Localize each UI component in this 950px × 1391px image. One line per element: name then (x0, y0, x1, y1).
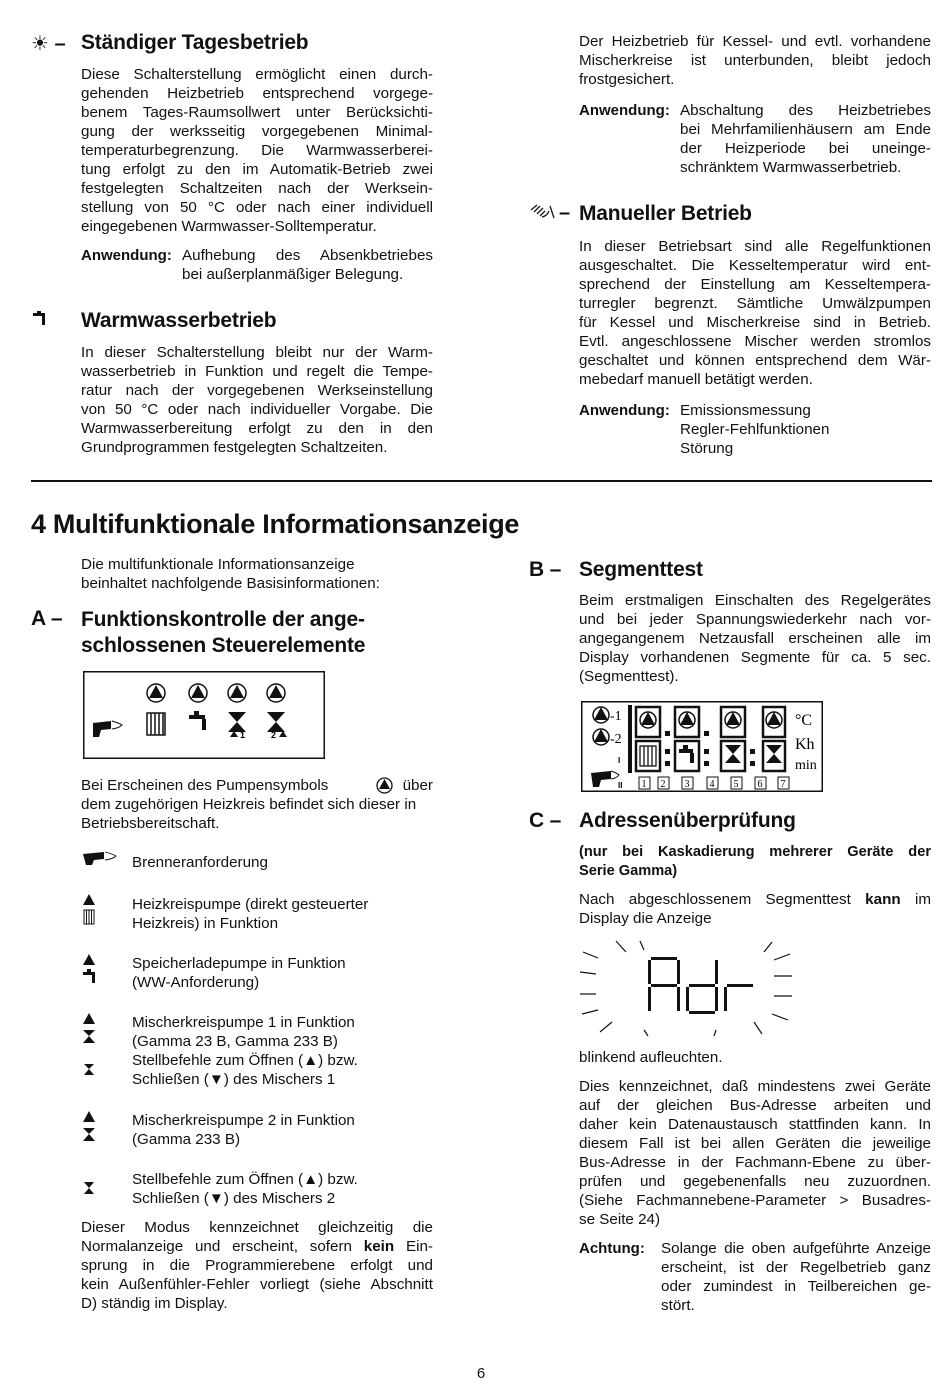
heading-manueller-betrieb: Manueller Betrieb (579, 202, 752, 225)
anwendung-text-3: Emissionsmessung Regler-Fehlfunktionen Störung (680, 402, 830, 457)
lcd-pump-1 (593, 707, 609, 723)
svg-text:5: 5 (733, 779, 739, 790)
chapter-intro: Die multifunktionale Informationsanzeige beinhaltet nachfolgende Basisinformationen: (81, 556, 380, 592)
legend-text-speicher: Speicherladepumpe in Funktion (WW-Anforderung) (132, 955, 346, 991)
lcd-box-pump-3 (721, 707, 745, 737)
paragraph-warmwasser: In dieser Schalterstellung bleibt nur der Warm- wasserbetrieb in Funktion und regelt die Tempe- ratur nach der vorgegebenen Werkseinstellung von 50 °C oder nach individueller Vorgabe. Die Warmwasserbereitung erfolgt zu den in den Grundprogrammen festgelegten Schaltzeiten. (81, 344, 433, 456)
radiator-icon (147, 713, 165, 735)
lcd-digit-row (639, 777, 789, 790)
adr-explanation: Dies kennzeichnet, daß mindestens zwei Geräte auf der gleichen Bus-Adresse arbeiten und daher kein Datenaustausch stattfinden kann. In diesem Fall ist bei allen Geräten die jeweilige Bus-Adresse in der Fachmann-Ebene zu über- prüfen und gegebenenfalls neu zuzuordnen. (Siehe Fachmannebene-Parameter > Busadres- se Seite 24) (579, 1078, 931, 1228)
legend-mischer2-command-icon (82, 1180, 98, 1198)
achtung-text: Solange die oben aufgeführte Anzeige erscheint, ist der Regelbetrieb ganz oder zumindest in Teilbereichen ge- stört. (661, 1240, 931, 1314)
chapter-title: 4 Multifunktionale Informationsanzeige (31, 509, 520, 539)
svg-text:4: 4 (709, 779, 715, 790)
adr-display (578, 938, 818, 1038)
mixer-2-label: 2 (271, 730, 277, 740)
heading-standiger-tagesbetrieb: Ständiger Tagesbetrieb (81, 31, 309, 54)
kaskadierung-note: (nur bei Kaskadierung mehrerer Geräte der Serie Gamma) (579, 844, 931, 879)
adr-segment-d (686, 960, 718, 1014)
page-number: 6 (476, 1365, 486, 1382)
section-b-title: Segmenttest (579, 558, 703, 581)
lcd-burner-stage-1: I (618, 756, 621, 765)
lcd-pump-2-label: -2 (610, 732, 622, 747)
lcd-box-pump-4 (763, 707, 785, 737)
legend-text-mischer1: Mischerkreispumpe 1 in Funktion (Gamma 23 B, Gamma 233 B) Stellbefehle zum Öffnen (▲) bzw. Schließen (▼) des Mischers 1 (132, 1014, 358, 1088)
paragraph-manuell: In dieser Betriebsart sind alle Regelfunktionen ausgeschaltet. Die Kesseltemperatur wird ent- sprechend der Einstellung am Kesseltempera- turregler begrenzt. Sämtliche Umwälzpumpen für Kessel und Mischerkreise sind in Betrieb. Evtl. angeschlossene Mischer werden stromlos geschaltet und können entsprechend dem Wär- mebedarf manuell betätigt werden. (579, 238, 931, 388)
function-display-illustration (83, 671, 325, 759)
segment-test-display (581, 701, 823, 792)
dash-symbol: – (559, 202, 571, 224)
legend-speicher-icons (82, 953, 98, 989)
section-divider (31, 480, 932, 482)
lcd-box-mixer-1 (721, 741, 745, 771)
lcd-box-pump-2 (675, 707, 699, 737)
legend-text-burner: Brenneranforderung (132, 854, 268, 871)
pump-inline-icon (376, 777, 393, 794)
lcd-box-mixer-2 (763, 741, 785, 771)
legend-text-mischer2: Mischerkreispumpe 2 in Funktion (Gamma 233 B) (132, 1112, 355, 1148)
svg-text:6: 6 (757, 779, 763, 790)
paragraph-tagesbetrieb: Diese Schalterstellung ermöglicht einen durch- gehenden Heizbetrieb entsprechend vorgege- benem Tages-Raumsollwert unter Berücksichti- gung der werksseitig vorgegebenen Minimal- temperaturbegrenzung. Die Warmwasserberei- tung erfolgt zu den im Automatik-Betrieb zwei festgelegten Schaltzeiten nach der Werksein- stellung von 50 °C oder nach einer individuell eingegebenen Warmwasser-Solltemperatur. (81, 66, 433, 235)
pump-icon-mischer1 (228, 684, 246, 702)
section-a-title: Funktionskontrolle der ange- schlossenen Steuerelemente (81, 608, 366, 657)
adr-text: Adr (578, 938, 580, 939)
pump-icon-heizkreis (147, 684, 165, 702)
blink-text: blinkend aufleuchten. (579, 1049, 723, 1066)
achtung-label: Achtung: (579, 1240, 645, 1257)
pump-icon-mischer2 (267, 684, 285, 702)
legend-heizkreis-icons (82, 893, 98, 929)
anwendung-text-2: Abschaltung des Heizbetriebes bei Mehrfamilienhäusern am Ende der Heizperiode bei uneinge- schränktem Warmwasserbetrieb. (680, 102, 931, 176)
adr-segment-r (724, 984, 753, 1011)
adr-segment-a (648, 957, 680, 1011)
anwendung-text-1: Aufhebung des Absenkbetriebes bei außerplanmäßiger Belegung. (182, 247, 433, 283)
legend-text-mischer2-command: Stellbefehle zum Öffnen (▲) bzw. Schließen (▼) des Mischers 2 (132, 1171, 358, 1207)
paragraph-heizbetrieb: Der Heizbetrieb für Kessel- und evtl. vorhandene Mischerkreise ist unterbunden, bleibt jedoch frostgesichert. (579, 33, 931, 88)
anwendung-label-1: Anwendung: (81, 247, 172, 264)
lcd-box-pump-1 (636, 707, 660, 737)
lcd-box-tap (675, 741, 699, 771)
tap-icon (31, 311, 49, 327)
legend-mischer2-icons (82, 1110, 98, 1146)
section-a-letter: A – (31, 607, 63, 630)
svg-text:7: 7 (780, 779, 786, 790)
section-c-title: Adressenüberprüfung (579, 809, 796, 832)
sun-symbol: ☀ – (31, 33, 66, 55)
legend-mischer1-icons (82, 1012, 98, 1084)
mode-paragraph: Dieser Modus kennzeichnet gleichzeitig die Normalanzeige und erscheint, sofern kein Ein- sprung in die Programmierebene erfolgt und kein Außenfühler-Fehler vorliegt (siehe Abschnitt D) ständig im Display. (81, 1219, 433, 1312)
segmenttest-paragraph: Beim erstmaligen Einschalten des Regelgerätes und bei jeder Spannungswiederkehr nach vor- angegangenem Netzausfall erscheinen alle im Display vorhandenen Segmente für ca. 5 sec. (Segmenttest). (579, 592, 931, 685)
anwendung-label-2: Anwendung: (579, 102, 670, 119)
adr-intro: Nach abgeschlossenem Segmenttest kann im Display die Anzeige (579, 891, 931, 927)
legend-burner-icon (82, 850, 118, 866)
anwendung-label-3: Anwendung: (579, 402, 670, 419)
section-c-letter: C – (529, 809, 562, 832)
pump-icon-speicher (189, 684, 207, 702)
svg-text:1: 1 (641, 779, 647, 790)
lcd-pump-1-label: -1 (610, 709, 622, 724)
mixer-1-label: 1 (240, 730, 246, 740)
svg-text:3: 3 (684, 779, 690, 790)
hand-icon (529, 202, 555, 222)
lcd-box-radiator (636, 741, 660, 771)
lcd-burner-stage-2: II (618, 781, 623, 790)
heading-warmwasserbetrieb: Warmwasserbetrieb (81, 309, 277, 332)
lcd-unit-min: min (795, 758, 817, 773)
lcd-pump-2 (593, 729, 609, 745)
svg-text:2: 2 (660, 779, 666, 790)
lcd-unit-kh: Kh (795, 736, 815, 753)
legend-text-heizkreis: Heizkreispumpe (direkt gesteuerter Heizkreis) in Funktion (132, 896, 369, 932)
lcd-unit-celsius: °C (795, 712, 813, 729)
pump-explanation: Bei Erscheinen des Pumpensymbols über dem zugehörigen Heizkreis befindet sich dieser in Betriebsbereitschaft. (81, 777, 433, 832)
section-b-letter: B – (529, 558, 562, 581)
